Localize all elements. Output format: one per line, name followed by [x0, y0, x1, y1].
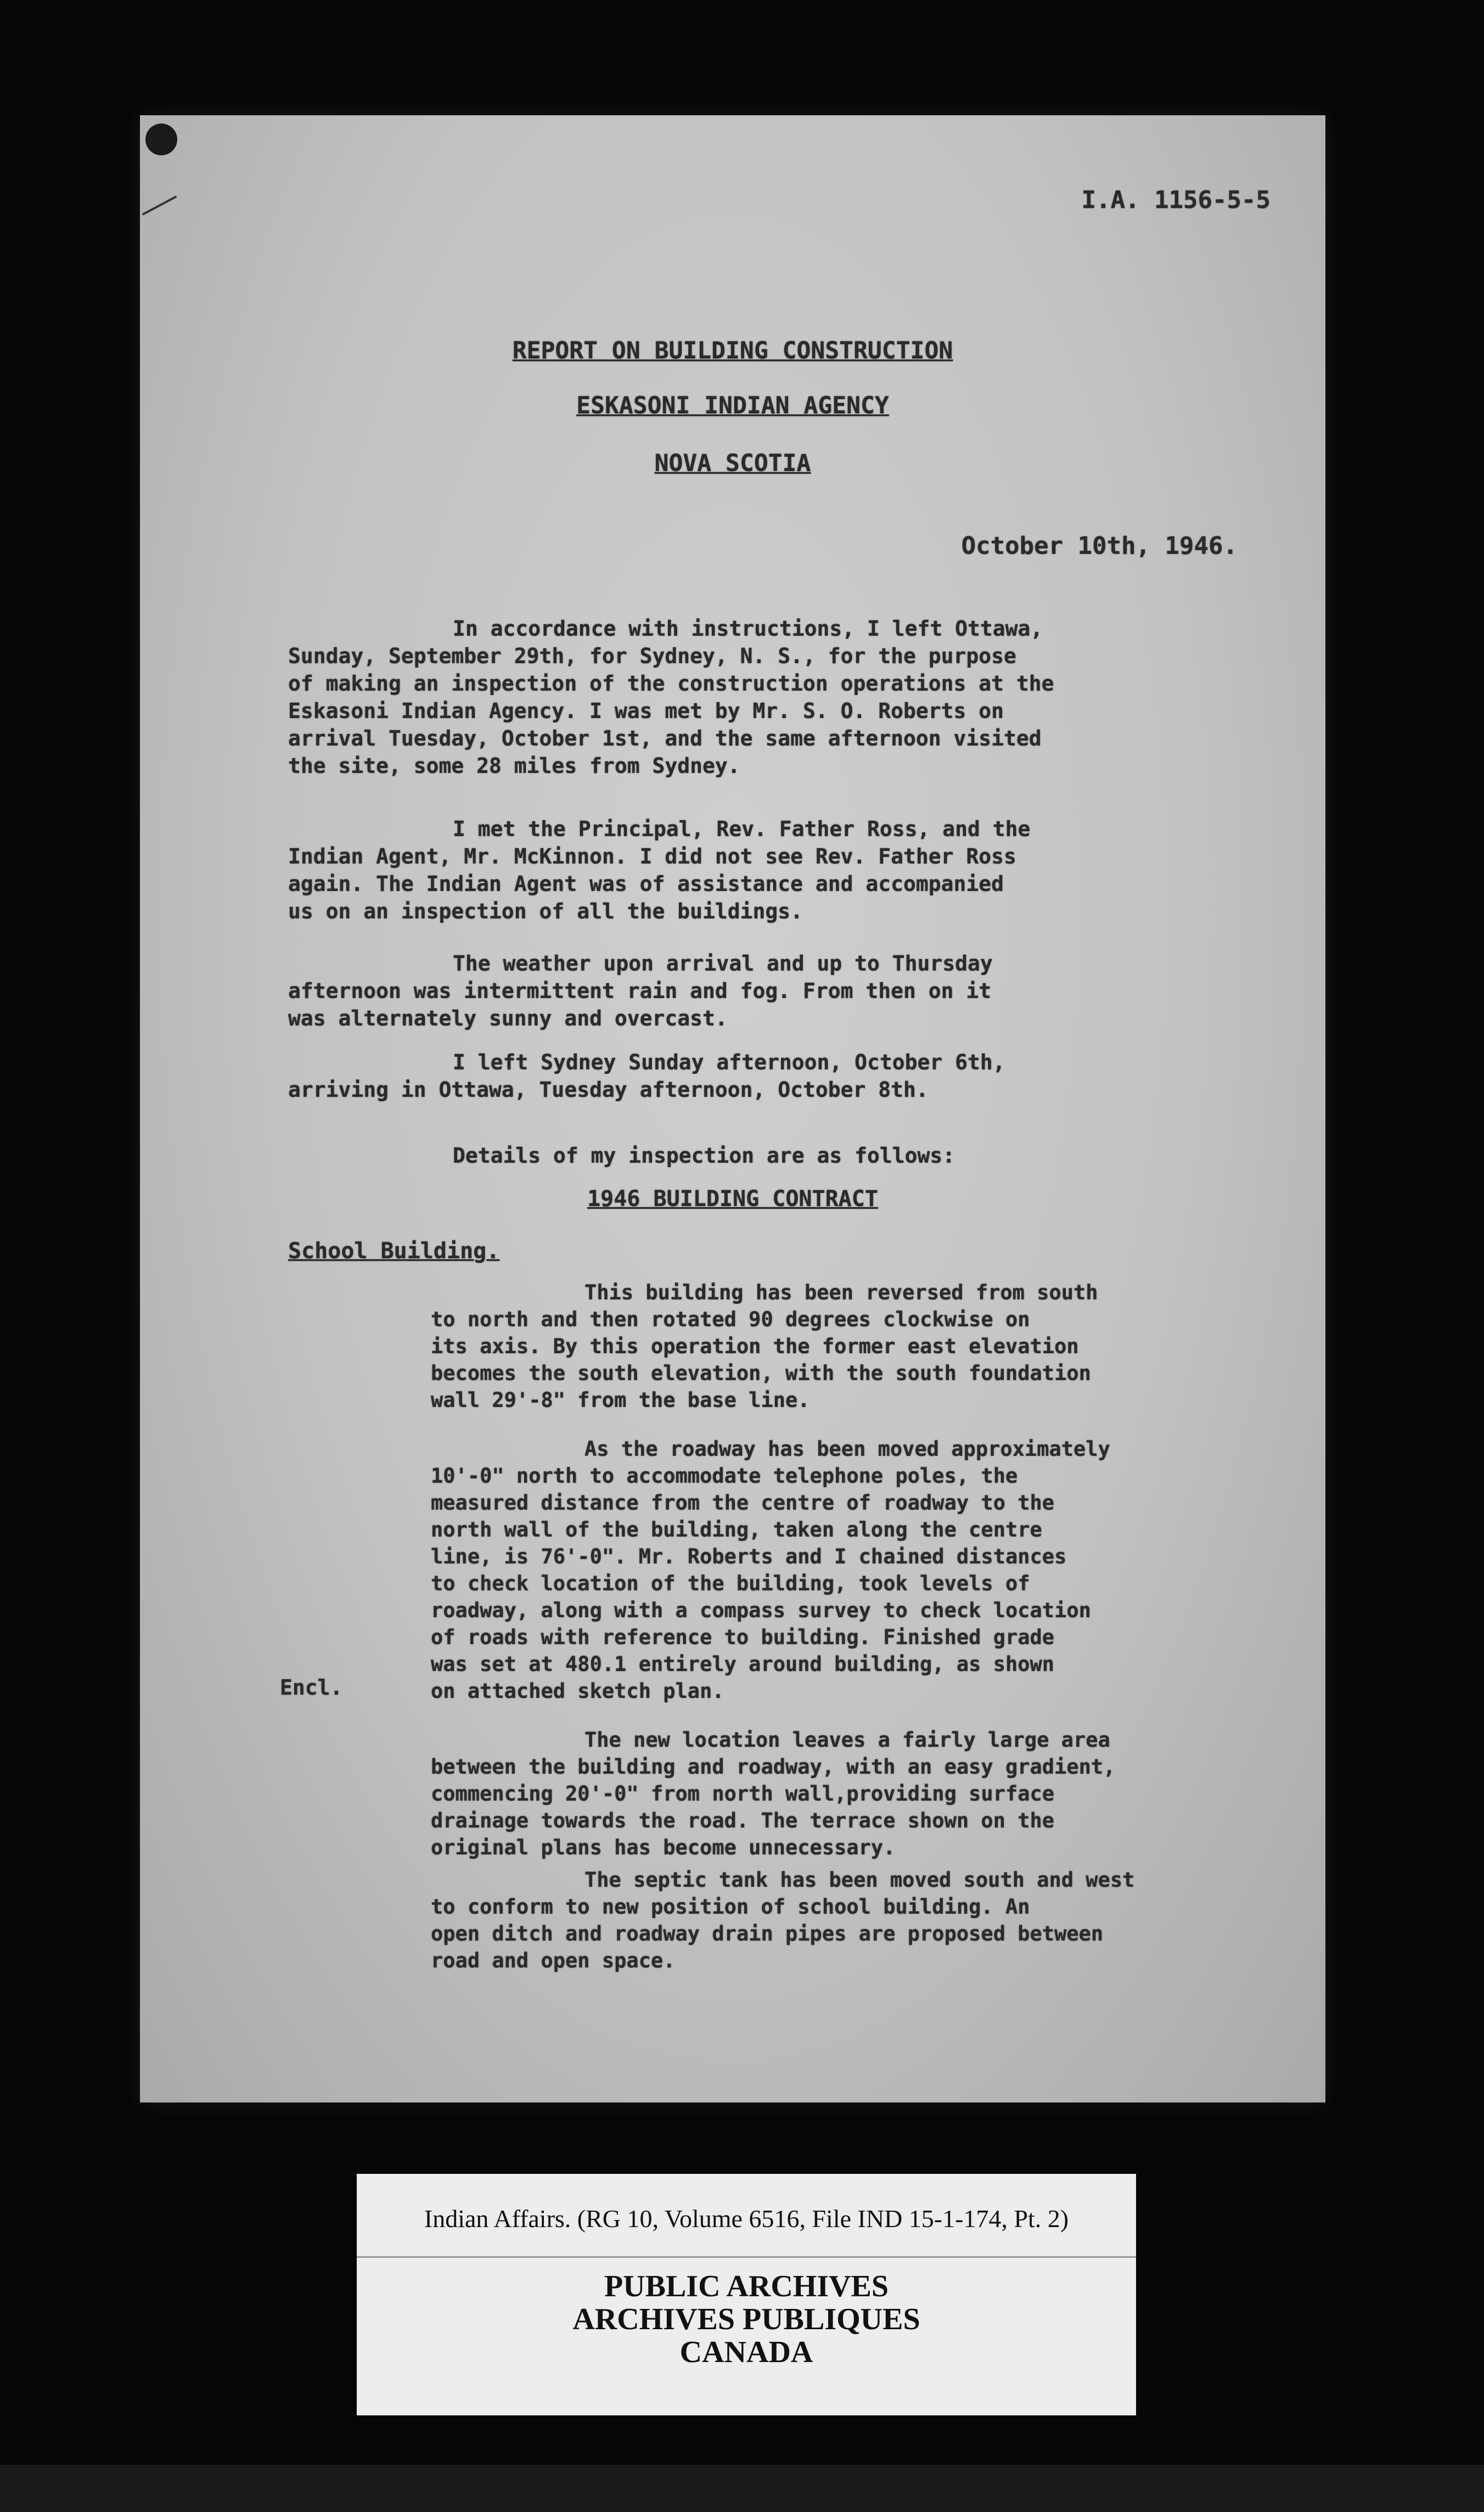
paragraph-weather: The weather upon arrival and up to Thursday afternoon was intermittent rain and fog. From then on it was alternately sunny and overcast.	[288, 951, 993, 1030]
agency-title: ESKASONI INDIAN AGENCY	[576, 392, 889, 419]
paragraph-instructions: In accordance with instructions, I left Ottawa, Sunday, September 29th, for Sydney, N. S., for the purpose of making an inspection of the construction operations at the Eskasoni Indian Agency. I was met by Mr. S. O. Roberts on arrival Tuesday, October 1st, and the same afternoon visited the site, some 28 miles from Sydney.	[288, 616, 1054, 778]
file-reference: I.A. 1156-5-5	[1081, 186, 1271, 214]
paragraph-roadway: As the roadway has been moved approximately 10'-0" north to accommodate telephone poles, the measured distance from the centre of roadway to the north wall of the building, taken along the centre line, is 76'-0". Mr. Roberts and I chained distances to check location of the building, took levels of roadway, along with a compass survey to check location of roads with reference to building. Finished grade was set at 480.1 entirely around building, as shown on attached sketch plan.	[431, 1437, 1110, 1703]
report-title: REPORT ON BUILDING CONSTRUCTION	[512, 337, 953, 365]
paragraph-location: The new location leaves a fairly large area between the building and roadway, with an easy gradient, commencing 20'-0" from north wall,providing surface drainage towards the road. The terrace shown on the original plans has become unnecessary.	[431, 1728, 1116, 1859]
document-page	[140, 115, 1325, 2102]
corner-mark	[142, 195, 187, 235]
paragraph-details: Details of my inspection are as follows:	[453, 1143, 955, 1168]
province-title: NOVA SCOTIA	[654, 450, 811, 477]
punch-hole	[145, 124, 177, 155]
paragraph-reversal: This building has been reversed from south to north and then rotated 90 degrees clockwise on its axis. By this operation the former east elevation becomes the south elevation, with the south foundation wall 29'-8" from the base line.	[431, 1281, 1098, 1412]
paragraph-principal: I met the Principal, Rev. Father Ross, and the Indian Agent, Mr. McKinnon. I did not see Rev. Father Ross again. The Indian Agent was of assistance and accompanied us on an inspection of all the buildings.	[288, 817, 1031, 923]
archive-name-english: PUBLIC ARCHIVES	[604, 2269, 889, 2303]
archive-reference: Indian Affairs. (RG 10, Volume 6516, File IND 15-1-174, Pt. 2)	[424, 2205, 1069, 2233]
section-heading: 1946 BUILDING CONTRACT	[587, 1186, 878, 1212]
paragraph-return: I left Sydney Sunday afternoon, October 6th, arriving in Ottawa, Tuesday afternoon, October 8th.	[288, 1050, 1005, 1102]
enclosure-note: Encl.	[280, 1675, 343, 1700]
archive-label	[357, 2174, 1136, 2415]
archive-country: CANADA	[679, 2335, 813, 2369]
report-date: October 10th, 1946.	[961, 532, 1238, 560]
film-edge	[0, 2465, 1484, 2512]
label-divider	[357, 2256, 1136, 2258]
paragraph-septic-tank: The septic tank has been moved south and west to conform to new position of school building. An open ditch and roadway drain pipes are proposed between road and open space.	[431, 1868, 1135, 1972]
subheading-school-building: School Building.	[288, 1238, 500, 1264]
archive-name-french: ARCHIVES PUBLIQUES	[572, 2302, 920, 2336]
